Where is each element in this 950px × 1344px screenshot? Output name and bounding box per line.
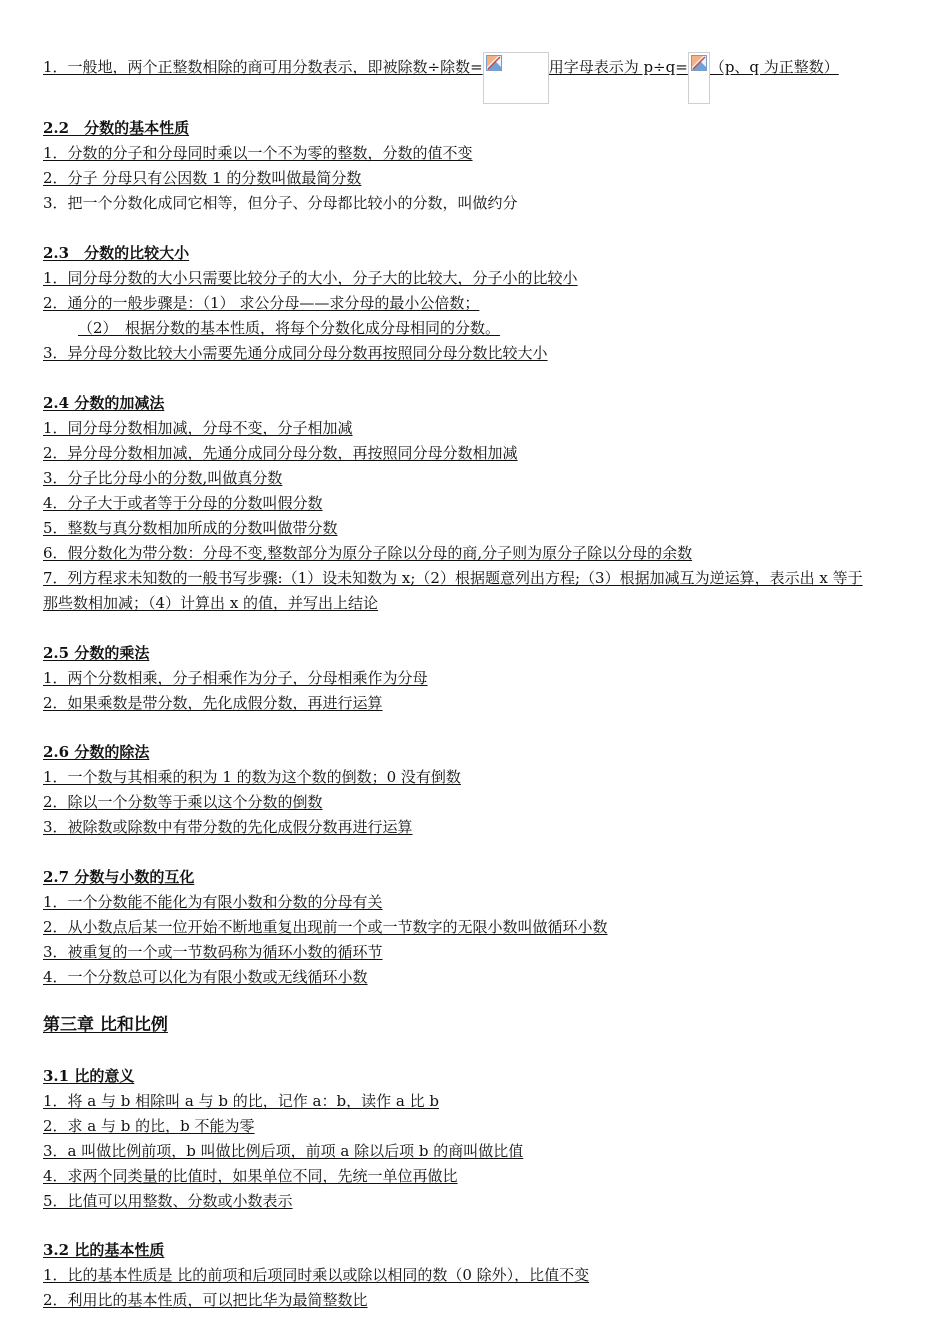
list-item: 3．被重复的一个或一节数码称为循环小数的循环节	[43, 943, 383, 961]
section-2-6-title: 2.6 分数的除法	[43, 743, 150, 761]
list-item: 3．分子比分母小的分数,叫做真分数	[43, 469, 283, 487]
list-item: 1．两个分数相乘，分子相乘作为分子，分母相乘作为分母	[43, 669, 428, 687]
chapter-3-title: 第三章 比和比例	[43, 1015, 168, 1035]
list-item: 3．把一个分数化成同它相等，但分子、分母都比较小的分数，叫做约分	[43, 194, 518, 212]
section-2-2-title: 2.2 分数的基本性质	[43, 119, 190, 137]
list-item: 1．同分母分数的大小只需要比较分子的大小，分子大的比较大，分子小的比较小	[43, 269, 578, 287]
section-2-4-title: 2.4 分数的加减法	[43, 394, 165, 412]
list-item: 5．比值可以用整数、分数或小数表示	[43, 1192, 293, 1210]
list-item: 1．比的基本性质是 比的前项和后项同时乘以或除以相同的数（0 除外），比值不变	[43, 1266, 590, 1284]
broken-image-icon	[691, 55, 707, 71]
formula-image-placeholder-2	[688, 52, 710, 104]
list-item: 2．求 a 与 b 的比，b 不能为零	[43, 1117, 255, 1135]
section-2-3-title: 2.3 分数的比较大小	[43, 244, 190, 262]
positive-integer-note: （p、q 为正整数）	[709, 58, 839, 76]
section-2-5-title: 2.5 分数的乘法	[43, 644, 150, 662]
list-item: 1．一个数与其相乘的积为 1 的数为这个数的倒数；0 没有倒数	[43, 768, 461, 786]
broken-image-icon	[486, 55, 502, 71]
list-item: 2．如果乘数是带分数，先化成假分数，再进行运算	[43, 694, 383, 712]
list-item: 2．除以一个分数等于乘以这个分数的倒数	[43, 793, 323, 811]
section-3-1-title: 3.1 比的意义	[43, 1067, 135, 1085]
list-item: 4．一个分数总可以化为有限小数或无线循环小数	[43, 968, 368, 986]
formula-image-placeholder	[483, 52, 549, 104]
list-item: 2．分子 分母只有公因数 1 的分数叫做最简分数	[43, 169, 362, 187]
list-item: 2．利用比的基本性质，可以把比华为最简整数比	[43, 1291, 368, 1309]
section-2-7-title: 2.7 分数与小数的互化	[43, 868, 195, 886]
fraction-definition-line	[43, 58, 839, 104]
list-item: 1．同分母分数相加减，分母不变，分子相加减	[43, 419, 353, 437]
list-item: 3．异分母分数比较大小需要先通分成同分母分数再按照同分母分数比较大小	[43, 344, 548, 362]
list-item: 2．异分母分数相加减，先通分成同分母分数，再按照同分母分数相加减	[43, 444, 518, 462]
list-item-continued: 那些数相加减；（4）计算出 x 的值，并写出上结论	[43, 594, 379, 612]
list-item: 1．分数的分子和分母同时乘以一个不为零的整数，分数的值不变	[43, 144, 473, 162]
list-item: 4．分子大于或者等于分母的分数叫假分数	[43, 494, 323, 512]
list-item: 4．求两个同类量的比值时，如果单位不同，先统一单位再做比	[43, 1167, 458, 1185]
list-item: 1．将 a 与 b 相除叫 a 与 b 的比，记作 a：b，读作 a 比 b	[43, 1092, 439, 1110]
list-item: 3．被除数或除数中有带分数的先化成假分数再进行运算	[43, 818, 413, 836]
list-item: 2．通分的一般步骤是：（1） 求公分母——求分母的最小公倍数；	[43, 294, 480, 312]
definition-text: 1．一般地，两个正整数相除的商可用分数表示，即被除数÷除数=	[43, 58, 483, 76]
list-item: 2．从小数点后某一位开始不断地重复出现前一个或一节数字的无限小数叫做循环小数	[43, 918, 608, 936]
list-item: 7．列方程求未知数的一般书写步骤:（1）设未知数为 x;（2）根据题意列出方程;（3）根据加减互为逆运算，表示出 x 等于	[43, 569, 863, 587]
list-item: 5．整数与真分数相加所成的分数叫做带分数	[43, 519, 338, 537]
list-item: 6．假分数化为带分数：分母不变,整数部分为原分子除以分母的商,分子则为原分子除以分母的余数	[43, 544, 693, 562]
list-item: 3．a 叫做比例前项，b 叫做比例后项，前项 a 除以后项 b 的商叫做比值	[43, 1142, 524, 1160]
letter-form-text: 用字母表示为 p÷q=	[548, 58, 688, 76]
list-item-sub: （2） 根据分数的基本性质，将每个分数化成分母相同的分数。	[78, 319, 501, 337]
section-3-2-title: 3.2 比的基本性质	[43, 1241, 165, 1259]
list-item: 1．一个分数能不能化为有限小数和分数的分母有关	[43, 893, 383, 911]
